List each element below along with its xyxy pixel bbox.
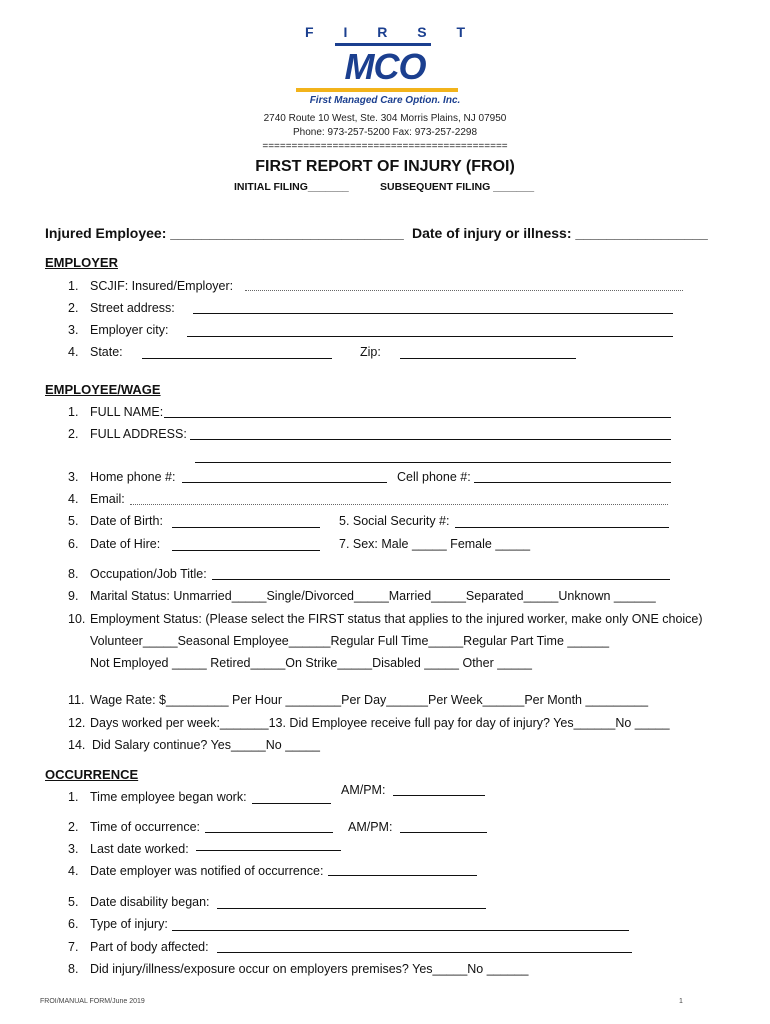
employee-item-num: 1.	[68, 405, 79, 419]
occurrence-item-num: 2.	[68, 820, 79, 834]
zip-label: Zip:	[360, 345, 381, 359]
injury-type-label: Type of injury:	[90, 917, 168, 931]
full-address-input-line2[interactable]	[195, 462, 671, 463]
occurrence-item-num: 3.	[68, 842, 79, 856]
state-label: State:	[90, 345, 123, 359]
last-date-label: Last date worked:	[90, 842, 189, 856]
disability-label: Date disability began:	[90, 895, 210, 909]
ampm-input[interactable]	[393, 795, 485, 796]
insured-employer-input[interactable]	[245, 290, 683, 291]
employer-item-num: 1.	[68, 279, 79, 293]
insured-employer-label: SCJIF: Insured/Employer:	[90, 279, 234, 293]
employee-item-num: 2.	[68, 427, 79, 441]
footer-form-label: FROI/MANUAL FORM/June 2019	[40, 998, 145, 1005]
notified-input[interactable]	[328, 875, 477, 876]
logo-mco-text: MCO	[344, 46, 426, 87]
ssn-input[interactable]	[455, 527, 669, 528]
occurrence-heading: OCCURRENCE	[45, 767, 139, 782]
injured-employee-field[interactable]: Injured Employee: ______________________________	[45, 225, 404, 241]
employee-item-num: 14.	[68, 738, 86, 752]
employment-status-label: Employment Status: (Please select the FIRST status that applies to the injured worker, make only ONE choice)	[90, 612, 703, 626]
occurrence-item-num: 7.	[68, 940, 79, 954]
premises-field[interactable]: Did injury/illness/exposure occur on employers premises? Yes_____No ______	[90, 962, 529, 976]
full-name-input[interactable]	[164, 417, 671, 418]
initial-filing-field[interactable]: INITIAL FILING_______	[234, 181, 349, 193]
occupation-input[interactable]	[212, 579, 670, 580]
dob-label: Date of Birth:	[90, 514, 163, 528]
logo-first-text: F I R S T	[305, 24, 478, 40]
state-input[interactable]	[142, 358, 332, 359]
home-phone-input[interactable]	[182, 482, 387, 483]
employee-item-num: 6.	[68, 537, 79, 551]
days-worked-field[interactable]: Days worked per week:_______13. Did Employee receive full pay for day of injury? Yes______No _____	[90, 716, 670, 730]
date-of-injury-field[interactable]: Date of injury or illness: _________________	[412, 225, 708, 241]
subsequent-filing-field[interactable]: SUBSEQUENT FILING _______	[380, 181, 535, 193]
ampm-input-2[interactable]	[400, 832, 487, 833]
employer-city-input[interactable]	[187, 336, 673, 337]
occurrence-item-num: 8.	[68, 962, 79, 976]
occurrence-item-num: 6.	[68, 917, 79, 931]
full-name-label: FULL NAME:	[90, 405, 164, 419]
employer-heading: EMPLOYER	[45, 255, 118, 270]
body-part-label: Part of body affected:	[90, 940, 209, 954]
last-date-input[interactable]	[196, 850, 341, 851]
ampm-label: AM/PM:	[341, 783, 386, 797]
employer-item-num: 2.	[68, 301, 79, 315]
employee-item-num: 10.	[68, 612, 86, 626]
full-address-label: FULL ADDRESS:	[90, 427, 187, 441]
logo-subtitle: First Managed Care Option. Inc.	[309, 95, 461, 106]
zip-input[interactable]	[400, 358, 576, 359]
occupation-label: Occupation/Job Title:	[90, 567, 207, 581]
employee-item-num: 9.	[68, 589, 79, 603]
employer-city-label: Employer city:	[90, 323, 169, 337]
page-title: FIRST REPORT OF INJURY (FROI)	[255, 158, 515, 175]
email-label: Email:	[90, 492, 125, 506]
time-began-input[interactable]	[252, 803, 331, 804]
street-address-label: Street address:	[90, 301, 175, 315]
body-part-input[interactable]	[217, 952, 632, 953]
hire-input[interactable]	[172, 550, 320, 551]
injury-type-input[interactable]	[172, 930, 629, 931]
cell-phone-label: Cell phone #:	[397, 470, 471, 484]
cell-phone-input[interactable]	[474, 482, 671, 483]
employee-item-num: 4.	[68, 492, 79, 506]
disability-input[interactable]	[217, 908, 486, 909]
dob-input[interactable]	[172, 527, 320, 528]
employment-status-row1[interactable]: Volunteer_____Seasonal Employee______Regular Full Time_____Regular Part Time ______	[90, 634, 610, 648]
company-phone: Phone: 973-257-5200 Fax: 973-257-2298	[292, 127, 478, 138]
employee-item-num: 3.	[68, 470, 79, 484]
header-divider: ==========================================	[262, 141, 508, 152]
ssn-label: 5. Social Security #:	[339, 514, 450, 528]
employee-item-num: 11.	[68, 693, 85, 707]
hire-label: Date of Hire:	[90, 537, 161, 551]
home-phone-label: Home phone #:	[90, 470, 176, 484]
ampm-label-2: AM/PM:	[348, 820, 393, 834]
occurrence-item-num: 1.	[68, 790, 79, 804]
wage-rate-field[interactable]: Wage Rate: $_________ Per Hour ________Per Day______Per Week______Per Month _________	[90, 693, 649, 707]
employee-item-num: 12.	[68, 716, 86, 730]
employee-item-num: 5.	[68, 514, 79, 528]
logo-gold-bar	[296, 88, 458, 92]
marital-status-field[interactable]: Marital Status: Unmarried_____Single/Divorced_____Married_____Separated_____Unknown ______	[90, 589, 656, 603]
employer-item-num: 4.	[68, 345, 79, 359]
occurrence-item-num: 4.	[68, 864, 79, 878]
sex-field[interactable]: 7. Sex: Male _____ Female _____	[339, 537, 531, 551]
time-occurrence-input[interactable]	[205, 832, 333, 833]
employer-item-num: 3.	[68, 323, 79, 337]
salary-continue-field[interactable]: Did Salary continue? Yes_____No _____	[92, 738, 320, 752]
employee-item-num: 8.	[68, 567, 79, 581]
employment-status-row2[interactable]: Not Employed _____ Retired_____On Strike_____Disabled _____ Other _____	[90, 656, 532, 670]
time-began-label: Time employee began work:	[90, 790, 247, 804]
company-address: 2740 Route 10 West, Ste. 304 Morris Plains, NJ 07950	[263, 113, 507, 124]
occurrence-item-num: 5.	[68, 895, 79, 909]
page-number: 1	[679, 998, 683, 1005]
email-input[interactable]	[130, 504, 668, 505]
time-occurrence-label: Time of occurrence:	[90, 820, 200, 834]
notified-label: Date employer was notified of occurrence:	[90, 864, 324, 878]
full-address-input[interactable]	[190, 439, 671, 440]
street-address-input[interactable]	[193, 313, 673, 314]
employee-wage-heading: EMPLOYEE/WAGE	[45, 382, 161, 397]
